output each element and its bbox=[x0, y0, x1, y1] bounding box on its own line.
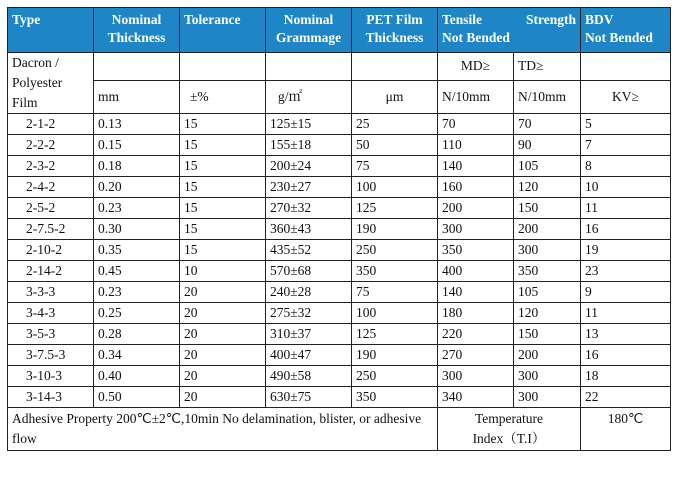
cell-tolerance: 15 bbox=[180, 114, 266, 135]
cell-thickness: 0.25 bbox=[94, 303, 180, 324]
cell-pet: 350 bbox=[352, 261, 438, 282]
cell-pet: 190 bbox=[352, 219, 438, 240]
cell-grammage: 435±52 bbox=[266, 240, 352, 261]
cell-grammage: 310±37 bbox=[266, 324, 352, 345]
cell-grammage: 490±58 bbox=[266, 366, 352, 387]
cell-tolerance: 15 bbox=[180, 198, 266, 219]
cell-tolerance: 15 bbox=[180, 240, 266, 261]
unit-pet: μm bbox=[352, 80, 438, 113]
cell-bdv: 7 bbox=[581, 135, 671, 156]
cell-tolerance: 20 bbox=[180, 324, 266, 345]
temperature-index-label: Temperature Index（T.I） bbox=[438, 408, 581, 451]
cell-grammage: 570±68 bbox=[266, 261, 352, 282]
cell-thickness: 0.50 bbox=[94, 387, 180, 408]
table-row bbox=[8, 366, 671, 387]
cell-type: 3-14-3 bbox=[8, 387, 94, 408]
table-row bbox=[8, 219, 671, 240]
cell-thickness: 0.13 bbox=[94, 114, 180, 135]
cell-type: 2-4-2 bbox=[8, 177, 94, 198]
cell-bdv: 11 bbox=[581, 303, 671, 324]
unit-grammage: g/㎡ bbox=[266, 80, 352, 113]
cell-type: 2-5-2 bbox=[8, 198, 94, 219]
cell-thickness: 0.30 bbox=[94, 219, 180, 240]
unit-td: N/10mm bbox=[514, 80, 581, 113]
spec-table-container bbox=[7, 7, 670, 451]
cell-tolerance: 15 bbox=[180, 219, 266, 240]
cell-pet: 250 bbox=[352, 366, 438, 387]
table-row bbox=[8, 324, 671, 345]
cell-thickness: 0.18 bbox=[94, 156, 180, 177]
material-label: Dacron / Polyester Film bbox=[8, 53, 94, 114]
table-row bbox=[8, 198, 671, 219]
cell-td: 200 bbox=[514, 345, 581, 366]
cell-type: 2-14-2 bbox=[8, 261, 94, 282]
table-row bbox=[8, 135, 671, 156]
cell-pet: 25 bbox=[352, 114, 438, 135]
cell-type: 2-3-2 bbox=[8, 156, 94, 177]
cell-grammage: 240±28 bbox=[266, 282, 352, 303]
cell-bdv: 13 bbox=[581, 324, 671, 345]
cell-td: 300 bbox=[514, 387, 581, 408]
cell-grammage: 270±32 bbox=[266, 198, 352, 219]
cell-type: 2-10-2 bbox=[8, 240, 94, 261]
subheader-row bbox=[8, 53, 671, 81]
cell-bdv: 9 bbox=[581, 282, 671, 303]
table-row bbox=[8, 156, 671, 177]
unit-thickness: mm bbox=[94, 80, 180, 113]
cell-thickness: 0.40 bbox=[94, 366, 180, 387]
cell-bdv: 19 bbox=[581, 240, 671, 261]
cell-td: 105 bbox=[514, 282, 581, 303]
table-header bbox=[8, 8, 671, 53]
cell-bdv: 10 bbox=[581, 177, 671, 198]
cell-td: 350 bbox=[514, 261, 581, 282]
units-row bbox=[8, 80, 671, 113]
cell-tolerance: 15 bbox=[180, 177, 266, 198]
spec-table bbox=[7, 7, 671, 451]
cell-type: 3-10-3 bbox=[8, 366, 94, 387]
cell-md: 270 bbox=[438, 345, 514, 366]
cell-bdv: 23 bbox=[581, 261, 671, 282]
cell-td: 105 bbox=[514, 156, 581, 177]
cell-grammage: 360±43 bbox=[266, 219, 352, 240]
header-nominal-thickness: Nominal Thickness bbox=[94, 8, 180, 53]
cell-md: 140 bbox=[438, 282, 514, 303]
cell-bdv: 5 bbox=[581, 114, 671, 135]
table-row bbox=[8, 282, 671, 303]
cell-td: 300 bbox=[514, 366, 581, 387]
cell-tolerance: 20 bbox=[180, 366, 266, 387]
cell-tolerance: 20 bbox=[180, 282, 266, 303]
cell-md: 220 bbox=[438, 324, 514, 345]
table-body bbox=[8, 53, 671, 408]
temperature-index-value: 180℃ bbox=[581, 408, 671, 451]
cell-thickness: 0.23 bbox=[94, 282, 180, 303]
cell-md: 340 bbox=[438, 387, 514, 408]
cell-type: 2-2-2 bbox=[8, 135, 94, 156]
cell-pet: 350 bbox=[352, 387, 438, 408]
cell-type: 3-7.5-3 bbox=[8, 345, 94, 366]
header-pet-film-thickness: PET Film Thickness bbox=[352, 8, 438, 53]
cell-md: 160 bbox=[438, 177, 514, 198]
cell-thickness: 0.35 bbox=[94, 240, 180, 261]
cell-pet: 125 bbox=[352, 198, 438, 219]
unit-tolerance: ±% bbox=[180, 80, 266, 113]
header-tensile-strength: Tensile Strength Not Bended bbox=[438, 8, 581, 53]
subheader-td: TD≥ bbox=[514, 53, 581, 81]
cell-pet: 75 bbox=[352, 156, 438, 177]
cell-pet: 50 bbox=[352, 135, 438, 156]
cell-pet: 100 bbox=[352, 177, 438, 198]
cell-thickness: 0.23 bbox=[94, 198, 180, 219]
cell-bdv: 18 bbox=[581, 366, 671, 387]
cell-tolerance: 15 bbox=[180, 156, 266, 177]
cell-thickness: 0.20 bbox=[94, 177, 180, 198]
cell-td: 150 bbox=[514, 324, 581, 345]
footer-row bbox=[8, 408, 671, 451]
cell-bdv: 16 bbox=[581, 219, 671, 240]
cell-grammage: 275±32 bbox=[266, 303, 352, 324]
cell-pet: 100 bbox=[352, 303, 438, 324]
table-row bbox=[8, 177, 671, 198]
cell-thickness: 0.45 bbox=[94, 261, 180, 282]
table-row bbox=[8, 261, 671, 282]
cell-bdv: 16 bbox=[581, 345, 671, 366]
header-nominal-grammage: Nominal Grammage bbox=[266, 8, 352, 53]
header-type: Type bbox=[8, 8, 94, 53]
cell-md: 400 bbox=[438, 261, 514, 282]
cell-td: 200 bbox=[514, 219, 581, 240]
cell-td: 70 bbox=[514, 114, 581, 135]
cell-thickness: 0.15 bbox=[94, 135, 180, 156]
cell-td: 120 bbox=[514, 177, 581, 198]
cell-tolerance: 20 bbox=[180, 387, 266, 408]
subheader-md: MD≥ bbox=[438, 53, 514, 81]
cell-pet: 190 bbox=[352, 345, 438, 366]
cell-grammage: 630±75 bbox=[266, 387, 352, 408]
cell-md: 70 bbox=[438, 114, 514, 135]
cell-tolerance: 20 bbox=[180, 303, 266, 324]
cell-tolerance: 15 bbox=[180, 135, 266, 156]
unit-bdv: KV≥ bbox=[581, 80, 671, 113]
cell-grammage: 400±47 bbox=[266, 345, 352, 366]
cell-grammage: 230±27 bbox=[266, 177, 352, 198]
cell-pet: 125 bbox=[352, 324, 438, 345]
cell-type: 3-4-3 bbox=[8, 303, 94, 324]
cell-thickness: 0.28 bbox=[94, 324, 180, 345]
cell-grammage: 155±18 bbox=[266, 135, 352, 156]
cell-thickness: 0.34 bbox=[94, 345, 180, 366]
table-row bbox=[8, 240, 671, 261]
cell-td: 90 bbox=[514, 135, 581, 156]
cell-md: 110 bbox=[438, 135, 514, 156]
cell-tolerance: 10 bbox=[180, 261, 266, 282]
cell-md: 180 bbox=[438, 303, 514, 324]
table-row bbox=[8, 114, 671, 135]
cell-type: 3-3-3 bbox=[8, 282, 94, 303]
cell-pet: 75 bbox=[352, 282, 438, 303]
cell-bdv: 11 bbox=[581, 198, 671, 219]
cell-bdv: 8 bbox=[581, 156, 671, 177]
cell-tolerance: 20 bbox=[180, 345, 266, 366]
unit-md: N/10mm bbox=[438, 80, 514, 113]
cell-grammage: 200±24 bbox=[266, 156, 352, 177]
cell-type: 2-7.5-2 bbox=[8, 219, 94, 240]
cell-md: 300 bbox=[438, 219, 514, 240]
cell-td: 150 bbox=[514, 198, 581, 219]
cell-type: 2-1-2 bbox=[8, 114, 94, 135]
cell-td: 120 bbox=[514, 303, 581, 324]
table-row bbox=[8, 303, 671, 324]
adhesive-property: Adhesive Property 200℃±2℃,10min No delamination, blister, or adhesive flow bbox=[8, 408, 438, 451]
cell-td: 300 bbox=[514, 240, 581, 261]
cell-md: 300 bbox=[438, 366, 514, 387]
table-row bbox=[8, 345, 671, 366]
header-tolerance: Tolerance bbox=[180, 8, 266, 53]
cell-md: 140 bbox=[438, 156, 514, 177]
cell-md: 350 bbox=[438, 240, 514, 261]
cell-md: 200 bbox=[438, 198, 514, 219]
cell-pet: 250 bbox=[352, 240, 438, 261]
cell-bdv: 22 bbox=[581, 387, 671, 408]
table-row bbox=[8, 387, 671, 408]
cell-grammage: 125±15 bbox=[266, 114, 352, 135]
header-bdv: BDV Not Bended bbox=[581, 8, 671, 53]
cell-type: 3-5-3 bbox=[8, 324, 94, 345]
